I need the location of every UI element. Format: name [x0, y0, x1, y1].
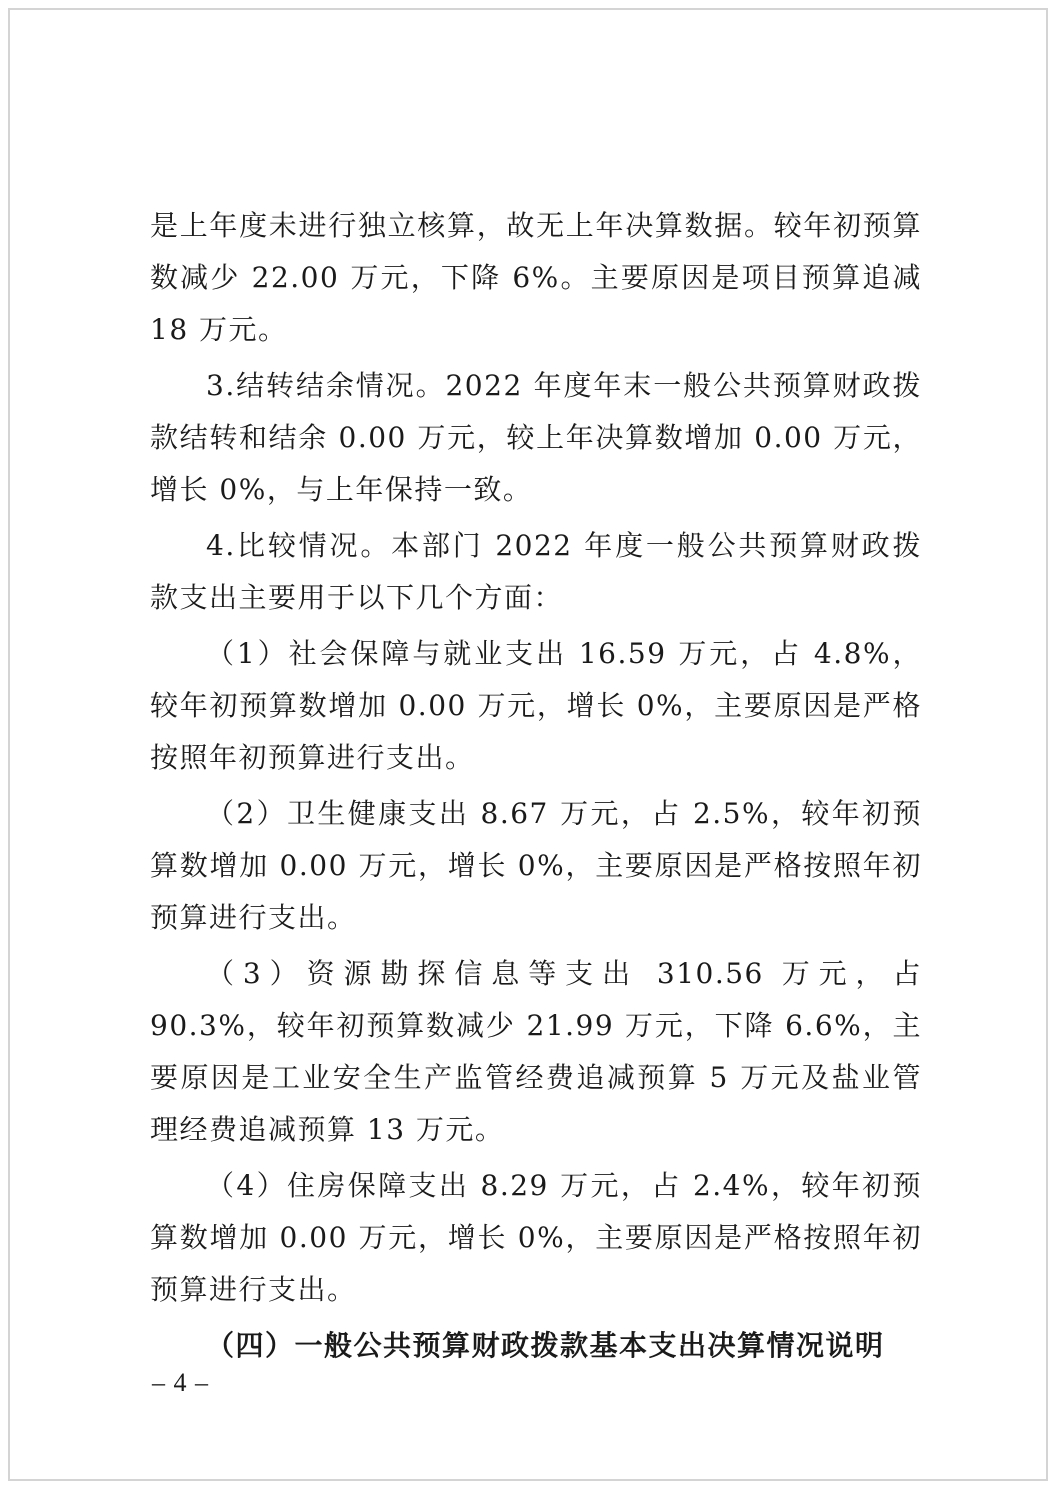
page-number: – 4 – — [152, 1368, 209, 1397]
paragraph-social-security: （1）社会保障与就业支出 16.59 万元，占 4.8%，较年初预算数增加 0.00 万元，增长 0%，主要原因是严格按照年初预算进行支出。 — [150, 637, 922, 774]
paragraph-housing: （4）住房保障支出 8.29 万元，占 2.4%，较年初预算数增加 0.00 万元，增长 0%，主要原因是严格按照年初预算进行支出。 — [150, 1169, 922, 1306]
paragraph-health: （2）卫生健康支出 8.67 万元，占 2.5%，较年初预算数增加 0.00 万元，增长 0%，主要原因是严格按照年初预算进行支出。 — [150, 797, 922, 934]
paragraph-balance: 3.结转结余情况。2022 年度年末一般公共预算财政拨款结转和结余 0.00 万元，较上年决算数增加 0.00 万元，增长 0%，与上年保持一致。 — [150, 369, 922, 506]
paragraph-comparison: 4.比较情况。本部门 2022 年度一般公共预算财政拨款支出主要用于以下几个方面： — [150, 529, 922, 614]
paragraph-carryover: 是上年度未进行独立核算，故无上年决算数据。较年初预算数减少 22.00 万元，下降 6%。主要原因是项目预算追减 18 万元。 — [150, 209, 922, 346]
section-heading: （四）一般公共预算财政拨款基本支出决算情况说明 — [206, 1329, 885, 1362]
paragraph-resource-exploration: （3）资源勘探信息等支出 310.56 万元，占 90.3%，较年初预算数减少 21.99 万元，下降 6.6%，主要原因是工业安全生产监管经费追减预算 5 万元及盐业管理经费追减预算 13 万元。 — [150, 957, 922, 1146]
document-body — [150, 200, 922, 1372]
document-page — [8, 8, 1048, 1481]
